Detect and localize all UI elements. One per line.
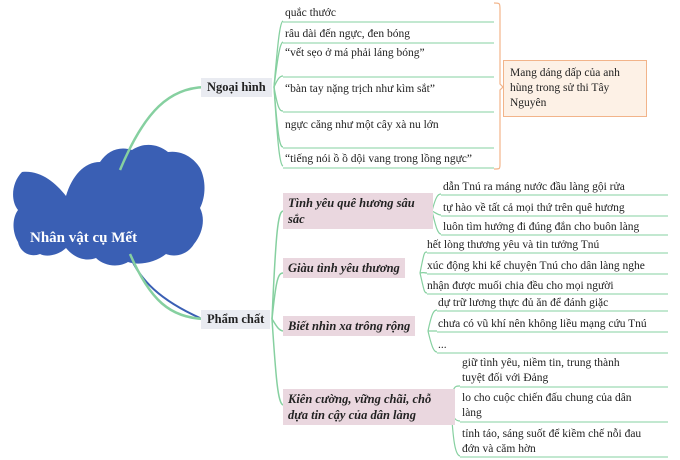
branch-appearance: Ngoại hình <box>201 78 272 97</box>
topic-compassion: Giàu tình yêu thương <box>283 258 405 278</box>
topic-item: giữ tình yêu, niềm tin, trung thành tuyệt đối với Đảng <box>462 357 620 384</box>
appearance-item: quắc thước <box>285 7 336 19</box>
appearance-item: “vết sẹo ở má phải láng bóng” <box>285 47 425 59</box>
root-shape <box>13 145 204 266</box>
appearance-item: “bàn tay nặng trịch như kìm sắt” <box>285 83 435 95</box>
topic-item: ... <box>438 339 447 351</box>
appearance-item: “tiếng nói ồ ồ dội vang trong lồng ngực” <box>285 153 473 165</box>
topic-item: nhận được muối chia đều cho mọi người <box>427 280 614 292</box>
topic-item: chưa có vũ khí nên không liều mạng cứu Tnú <box>438 318 647 330</box>
summary-bracket <box>494 3 503 169</box>
topic-item: tỉnh táo, sáng suốt để kiềm chế nỗi đau đớn và căm hờn <box>462 428 642 455</box>
topic-item: dẫn Tnú ra máng nước đầu làng gội rửa <box>443 181 625 193</box>
connector-root-qualities <box>130 254 205 319</box>
topic-love-homeland: Tình yêu quê hương sâu sắc <box>283 193 433 229</box>
connectors-appearance <box>274 21 283 166</box>
topic-item: dự trữ lương thực đủ ăn để đánh giặc <box>438 297 609 309</box>
topic-foresight: Biết nhìn xa trông rộng <box>283 316 415 336</box>
topic-item: tự hào về tất cả mọi thứ trên quê hương <box>443 202 625 214</box>
root-stem <box>130 256 200 318</box>
appearance-item: ngực căng như một cây xà nu lớn <box>285 119 439 131</box>
topic-item: xúc động khi kể chuyện Tnú cho dân làng nghe <box>427 260 645 272</box>
appearance-summary: Mang dáng dấp của anh hùng trong sử thi Tây Nguyên <box>503 60 647 117</box>
topic-item: luôn tìm hướng đi đúng đắn cho buôn làng <box>443 221 640 233</box>
appearance-item: râu dài đến ngực, đen bóng <box>285 28 411 40</box>
topic-item: hết lòng thương yêu và tin tưởng Tnú <box>427 239 600 251</box>
root-label: Nhân vật cụ Mết <box>30 230 138 246</box>
branch-qualities: Phẩm chất <box>201 310 270 329</box>
connectors-qualities <box>272 211 283 405</box>
topic-item: lo cho cuộc chiến đấu chung của dân làng <box>462 392 632 419</box>
topic-steadfast: Kiên cường, vững chãi, chỗ dựa tin cậy của dân làng <box>283 389 455 425</box>
